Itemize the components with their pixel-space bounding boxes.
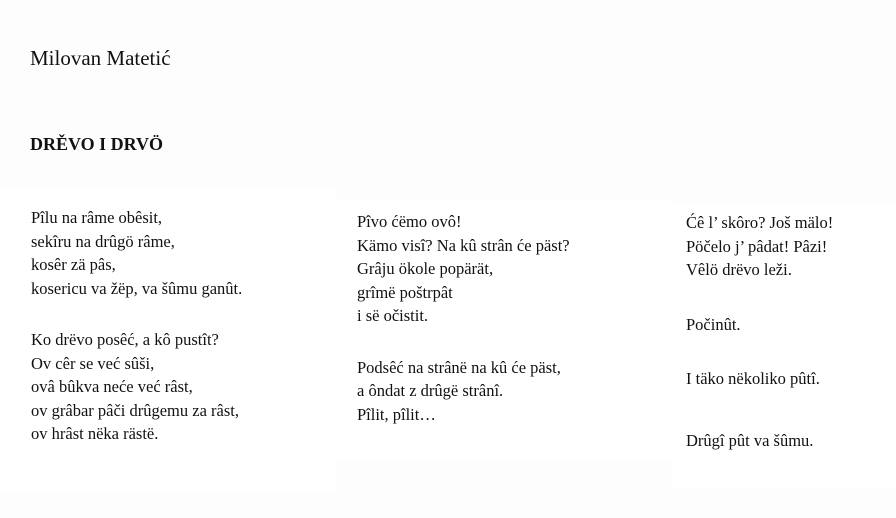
- verse-line: Pöčelo j’ pâdat! Pâzi!: [686, 236, 828, 256]
- verse-line: ov hrâst nëka rästë.: [31, 424, 159, 443]
- verse-line: a ôndat z drûgë strânî.: [357, 381, 504, 400]
- verse-line: Ćê l’ skôro? Još mälo!: [686, 213, 834, 232]
- verse-line: Kämo visî? Na kû strân će päst?: [357, 235, 570, 255]
- verse-line: Ko drëvo posêć, a kô pustît?: [31, 330, 219, 349]
- verse-line: Ov cêr se već sûši,: [31, 353, 155, 373]
- poem-column-3: [686, 211, 833, 452]
- verse-line: Počinût.: [686, 314, 741, 334]
- verse-line: i së očistit.: [357, 306, 429, 325]
- verse-line: Pîlu na râme obêsit,: [31, 208, 163, 227]
- verse-line: ovâ bûkva neće već râst,: [31, 377, 193, 396]
- verse-line: ov grâbar pâči drûgemu za râst,: [31, 400, 239, 420]
- verse-line: Drûgî pût va šûmu.: [686, 430, 814, 450]
- verse-line: kosêr zä pâs,: [31, 255, 116, 274]
- verse-line: kosericu va žëp, va šûmu ganût.: [31, 278, 243, 298]
- poem-column-2: [357, 210, 570, 426]
- stanza-break: [357, 328, 570, 356]
- poem-column-1: [31, 206, 242, 446]
- poem-title: DRĚVO I DRVÖ: [30, 134, 164, 154]
- verse-line: Pîlit, pîlit…: [357, 404, 436, 424]
- verse-line: Grâju ökole popärät,: [357, 259, 494, 278]
- stanza-break: [686, 336, 833, 367]
- verse-line: grîmë poštrpât: [357, 282, 453, 302]
- verse-line: Pîvo ćëmo ovô!: [357, 212, 462, 231]
- verse-line: I täko nëkoliko pûtî.: [686, 369, 820, 388]
- verse-line: sekîru na drûgö râme,: [31, 231, 175, 251]
- stanza-break: [686, 282, 833, 313]
- stanza-break: [686, 391, 833, 429]
- stanza-break: [31, 300, 242, 328]
- author-name: Milovan Matetić: [30, 46, 171, 70]
- verse-line: Podsêć na strânë na kû će päst,: [357, 357, 561, 377]
- verse-line: Vêlö drëvo leži.: [686, 260, 792, 279]
